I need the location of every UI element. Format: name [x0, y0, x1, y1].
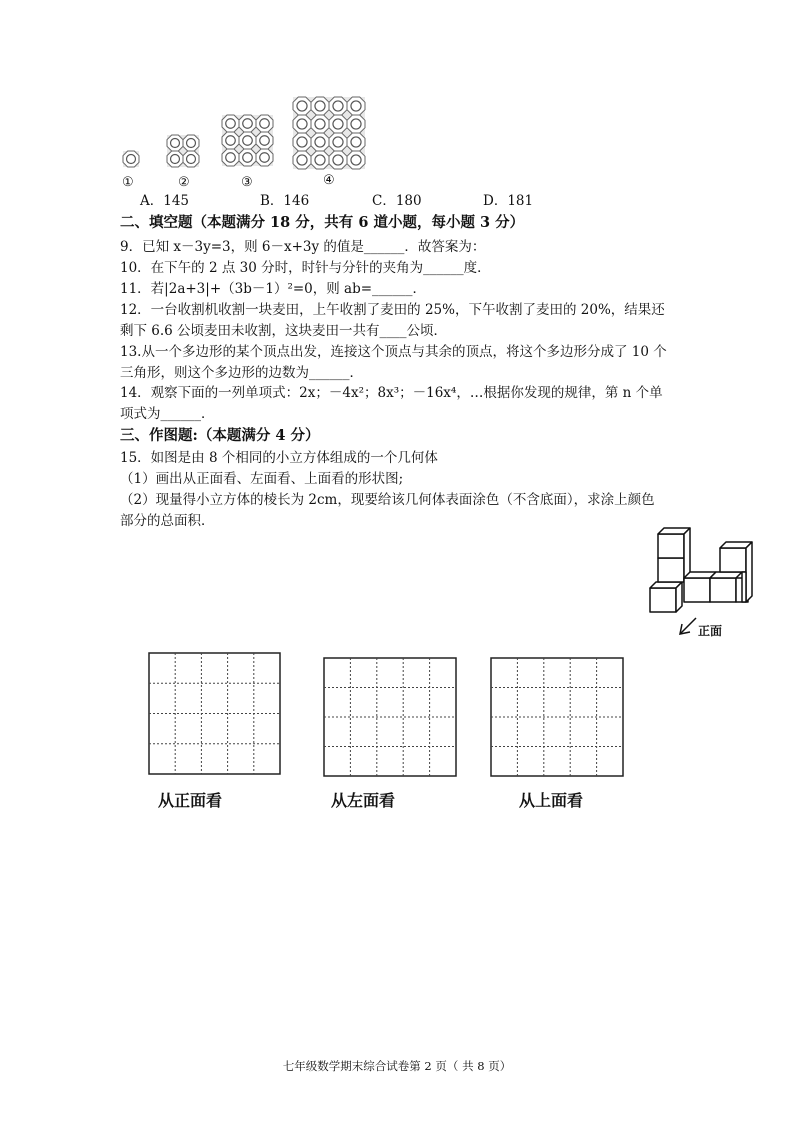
- question-14-line2: 项式为______．: [120, 406, 215, 422]
- question-13-line2: 三角形，则这个多边形的边数为______．: [120, 365, 363, 381]
- left-view-grid[interactable]: [322, 656, 458, 778]
- pattern-label-2: ②: [178, 175, 190, 190]
- section2-heading: 二、填空题（本题满分 18 分，共有 6 道小题，每小题 3 分）: [120, 214, 525, 231]
- question-12-line1: 12．一台收割机收割一块麦田，上午收割了麦田的 25%，下午收割了麦田的 20%，结果还: [120, 302, 665, 318]
- left-view-label: 从左面看: [331, 791, 396, 810]
- question-10: 10．在下午的 2 点 30 分时，时针与分针的夹角为______度．: [120, 260, 491, 276]
- question-15-part2-line2: 部分的总面积．: [120, 513, 215, 529]
- question-11: 11．若|2a+3|+（3b－1）²=0，则 ab=______．: [120, 281, 427, 297]
- option-a: A．145: [140, 193, 190, 209]
- option-c: C．180: [372, 193, 422, 209]
- section3-heading: 三、作图题:（本题满分 4 分）: [120, 427, 320, 444]
- question-15-part1: （1）画出从正面看、左面看、上面看的形状图;: [120, 471, 404, 487]
- top-view-label: 从上面看: [519, 791, 584, 810]
- question-12-line2: 剩下 6.6 公顷麦田未收割，这块麦田一共有____公顷．: [120, 323, 448, 339]
- option-d: D．181: [483, 193, 534, 209]
- pattern-label-3: ③: [241, 175, 253, 190]
- page-footer: 七年级数学期末综合试卷第 2 页（ 共 8 页）: [282, 1059, 512, 1073]
- question-15-part2-line1: （2）现量得小立方体的棱长为 2cm，现要给该几何体表面涂色（不含底面），求涂上颜色: [120, 492, 655, 508]
- front-view-label: 从正面看: [158, 791, 223, 810]
- top-view-grid[interactable]: [489, 656, 625, 778]
- question-15: 15．如图是由 8 个相同的小立方体组成的一个几何体: [120, 450, 438, 466]
- pattern-label-1: ①: [122, 175, 134, 190]
- question-14-line1: 14．观察下面的一列单项式：2x；－4x²；8x³；－16x⁴，…根据你发现的规律，第 n 个单: [120, 385, 663, 401]
- pattern-label-4: ④: [323, 173, 335, 188]
- option-b: B．146: [260, 193, 310, 209]
- front-direction-label: 正面: [698, 624, 723, 638]
- front-view-grid[interactable]: [147, 651, 282, 776]
- question-13-line1: 13.从一个多边形的某个顶点出发，连接这个顶点与其余的顶点，将这个多边形分成了 10 个: [120, 344, 667, 360]
- octagon-pattern-figure: [115, 95, 375, 175]
- question-9: 9．已知 x－3y=3，则 6－x+3y 的值是______．故答案为：: [120, 239, 486, 255]
